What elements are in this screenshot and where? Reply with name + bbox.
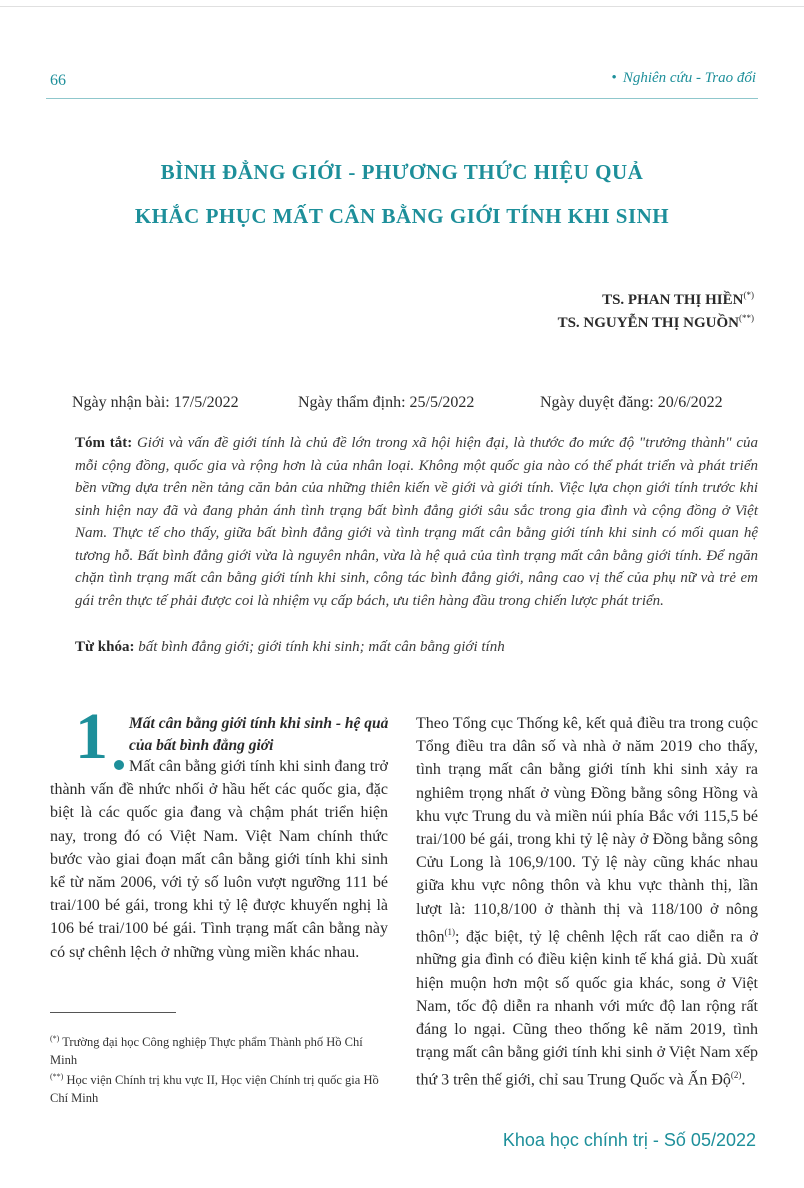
footnote-text: Trường đại học Công nghiệp Thực phẩm Thành phố Hồ Chí Minh bbox=[50, 1035, 363, 1068]
section-number: 1 bbox=[75, 700, 108, 773]
date-received: Ngày nhận bài: 17/5/2022 bbox=[72, 394, 239, 411]
author-footnote-mark: (**) bbox=[739, 313, 754, 323]
top-edge-rule bbox=[0, 6, 804, 7]
date-approved: Ngày duyệt đăng: 20/6/2022 bbox=[540, 394, 723, 411]
keywords-text: bất bình đẳng giới; giới tính khi sinh; mất cân bằng giới tính bbox=[138, 639, 505, 655]
author-footnote-mark: (*) bbox=[743, 290, 754, 300]
body-column-left: Mất cân bằng giới tính khi sinh đang trở thành vấn đề nhức nhối ở hầu hết các quốc gia, đặc biệt là các quốc gia đang và chậm phát triển hiện nay, trong đó có Việt Nam. Việt Nam chính thức bước vào giai đoạn mất cân bằng giới tính khi sinh kể từ năm 2006, với tỷ số luôn vượt ngưỡng 111 bé trai/100 bé gái, trong khi tỷ lệ được khuyến nghị là 106 bé trai/100 bé gái. Tình trạng mất cân bằng này có sự chênh lệch ở những vùng miền khác nhau. bbox=[50, 758, 388, 961]
footnote-mark: (*) bbox=[50, 1034, 60, 1043]
article-title-line-2: KHẮC PHỤC MẤT CÂN BẰNG GIỚI TÍNH KHI SINH bbox=[134, 204, 670, 228]
footnote-text: Học viện Chính trị khu vực II, Học viện Chính trị quốc gia Hồ Chí Minh bbox=[50, 1073, 379, 1106]
section-name: Nghiên cứu - Trao đổi bbox=[622, 70, 756, 86]
header-rule bbox=[46, 98, 758, 99]
article-title-line-1: BÌNH ĐẲNG GIỚI - PHƯƠNG THỨC HIỆU QUẢ bbox=[160, 160, 644, 184]
footnote-mark: (**) bbox=[50, 1072, 64, 1081]
date-reviewed: Ngày thẩm định: 25/5/2022 bbox=[298, 394, 475, 411]
author-name: TS. NGUYỄN THỊ NGUỒN bbox=[557, 315, 739, 331]
body-paragraph: ; đặc biệt, tỷ lệ chênh lệch rất cao diễn ra ở những gia đình có điều kiện kinh tế khá giả. Dù xuất hiện muộn hơn một số quốc gia khác, song ở Việt Nam, tốc độ diễn ra nhanh với mức độ lan rộng rất đáng lo ngại. Cũng theo thống kê năm 2019, tình trạng mất cân bằng giới tính khi sinh ở Việt Nam xếp thứ 3 trên thế giới, chỉ sau Trung Quốc và Ấn Độ bbox=[416, 928, 758, 1089]
section-bullet: • bbox=[611, 70, 617, 86]
footnote-2 bbox=[50, 1068, 390, 1107]
abstract-text: Giới và vấn đề giới tính là chủ đề lớn trong xã hội hiện đại, là thước đo mức độ "trưởng thành" của mỗi cộng đồng, quốc gia và rộng hơn là của nhân loại. Không một quốc gia nào có thể phát triển và phát triển bền vững dựa trên nền tảng căn bản của những thiên kiến về giới và giới tính. Việc lựa chọn giới tính trước khi sinh hiện nay đã và đang phản ánh tình trạng bất bình đẳng giới sâu sắc trong gia đình và cộng đồng ở Việt Nam. Thực tế cho thấy, giữa bất bình đẳng giới và tình trạng mất cân bằng giới tính khi sinh có mối quan hệ tương hỗ. Bất bình đẳng giới vừa là nguyên nhân, vừa là hệ quả của tình trạng mất cân bằng giới tính. Để ngăn chặn tình trạng mất cân bằng giới tính khi sinh, công tác bình đẳng giới, nâng cao vị thế của phụ nữ và trẻ em gái trên thực tế phải được coi là nhiệm vụ cấp bách, ưu tiên hàng đầu trong chiến lược phát triển. bbox=[75, 435, 758, 609]
author-1 bbox=[602, 290, 754, 309]
section-heading: Mất cân bằng giới tính khi sinh - hệ quả của bất bình đẳng giới bbox=[129, 715, 389, 754]
page-number: 66 bbox=[50, 72, 66, 89]
abstract-label: Tóm tắt: bbox=[75, 435, 133, 451]
abstract bbox=[75, 432, 758, 612]
keywords bbox=[75, 639, 505, 656]
journal-footer: Khoa học chính trị - Số 05/2022 bbox=[502, 1130, 756, 1150]
body-paragraph-end: . bbox=[741, 1071, 746, 1089]
body-paragraph: Theo Tổng cục Thống kê, kết quả điều tra trong cuộc Tổng điều tra dân số và nhà ở năm 2019 cho thấy, tình trạng mất cân bằng giới tính khi sinh xảy ra nghiêm trọng nhất ở vùng Đồng bằng sông Hồng và khu vực Trung du và miền núi phía Bắc với 115,5 bé trai/100 bé gái, trong khi tỷ lệ này ở Đồng bằng sông Cửu Long là 106,9/100. Tỷ lệ này cũng khác nhau giữa khu vực nông thôn và khu vực thành thị, lần lượt là: 110,8/100 ở thành thị và 118/100 ở nông thôn bbox=[416, 715, 758, 946]
footnote-1 bbox=[50, 1030, 390, 1069]
citation-ref: (1) bbox=[444, 926, 455, 937]
author-name: TS. PHAN THỊ HIỀN bbox=[602, 292, 744, 308]
footnote-rule bbox=[50, 1012, 176, 1013]
body-column-right bbox=[416, 712, 758, 1092]
author-2 bbox=[558, 313, 754, 332]
citation-ref: (2) bbox=[730, 1070, 742, 1081]
section-label bbox=[612, 70, 756, 87]
keywords-label: Từ khóa: bbox=[75, 639, 135, 655]
